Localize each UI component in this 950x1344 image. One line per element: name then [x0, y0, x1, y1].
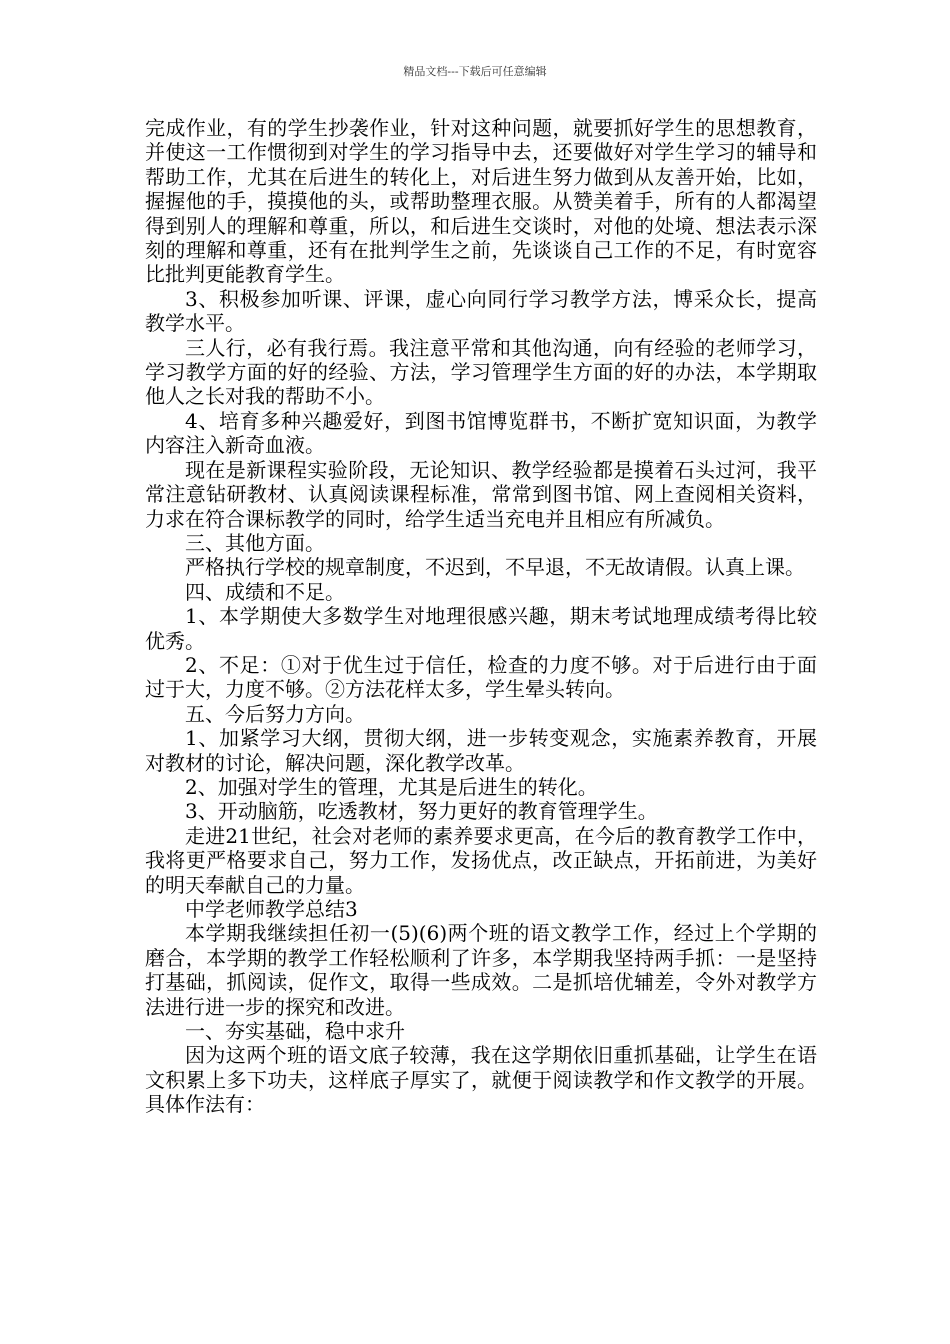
paragraph: 严格执行学校的规章制度，不迟到，不早退，不无故请假。认真上课。	[185, 555, 805, 580]
paragraph: 3、开动脑筋，吃透教材，努力更好的教育管理学生。	[185, 799, 658, 824]
paragraph: 2、加强对学生的管理，尤其是后进生的转化。	[185, 774, 598, 799]
document-body	[145, 116, 817, 1117]
paragraph: 2、不足：①对于优生过于信任，检查的力度不够。对于后进行由于面过于大，力度不够。②方法花样太多，学生晕头转向。	[145, 652, 817, 702]
paragraph: 1、本学期使大多数学生对地理很感兴趣，期末考试地理成绩考得比较优秀。	[145, 604, 817, 653]
paragraph: 3、积极参加听课、评课，虚心向同行学习教学方法，博采众长，提高教学水平。	[145, 286, 817, 336]
paragraph: 现在是新课程实验阶段，无论知识、教学经验都是摸着石头过河，我平常注意钻研教材、认真阅读课程标准，常常到图书馆、网上查阅相关资料，力求在符合课标教学的同时，给学生适当充电并且相应有所减负。	[145, 457, 817, 531]
paragraph: 1、加紧学习大纲，贯彻大纲，进一步转变观念，实施素养教育，开展对教材的讨论，解决问题，深化教学改革。	[145, 726, 817, 775]
section-heading: 三、其他方面。	[185, 530, 325, 555]
paragraph: 完成作业，有的学生抄袭作业，针对这种问题，就要抓好学生的思想教育，并使这一工作惯彻到对学生的学习指导中去，还要做好对学生学习的辅导和帮助工作，尤其在后进生的转化上，对后进生努力做到从友善开始，比如，握握他的手，摸摸他的头，或帮助整理衣服。从赞美着手，所有的人都渴望得到别人的理解和尊重，所以，和后进生交谈时，对他的处境、想法表示深刻的理解和尊重，还有在批判学生之前，先谈谈自己工作的不足，有时宽容比批判更能教育学生。	[145, 116, 817, 287]
section-heading: 一、夯实基础，稳中求升	[185, 1019, 405, 1044]
paragraph: 4、培育多种兴趣爱好，到图书馆博览群书，不断扩宽知识面，为教学内容注入新奇血液。	[145, 408, 817, 458]
section-heading: 四、成绩和不足。	[185, 579, 345, 604]
paragraph: 本学期我继续担任初一(5)(6)两个班的语文教学工作，经过上个学期的磨合，本学期的教学工作轻松顺利了许多，本学期我坚持两手抓：一是坚持打基础，抓阅读，促作文，取得一些成效。二是抓培优辅差，令外对教学方法进行进一步的探究和改进。	[145, 921, 817, 1019]
page-header: 精品文档---下载后可任意编辑	[403, 65, 547, 78]
section-heading: 五、今后努力方向。	[185, 701, 365, 726]
paragraph: 三人行，必有我行焉。我注意平常和其他沟通，向有经验的老师学习，学习教学方面的好的经验、方法，学习管理学生方面的好的办法，本学期取他人之长对我的帮助不小。	[145, 335, 817, 409]
paragraph: 因为这两个班的语文底子较薄，我在这学期依旧重抓基础，让学生在语文积累上多下功夫，这样底子厚实了，就便于阅读教学和作文教学的开展。具体作法有：	[145, 1043, 817, 1117]
article-title: 中学老师教学总结3	[185, 897, 358, 921]
paragraph: 走进21世纪，社会对老师的素养要求更高，在今后的教育教学工作中，我将更严格要求自己，努力工作，发扬优点，改正缺点，开拓前进，为美好的明天奉献自己的力量。	[145, 823, 817, 897]
